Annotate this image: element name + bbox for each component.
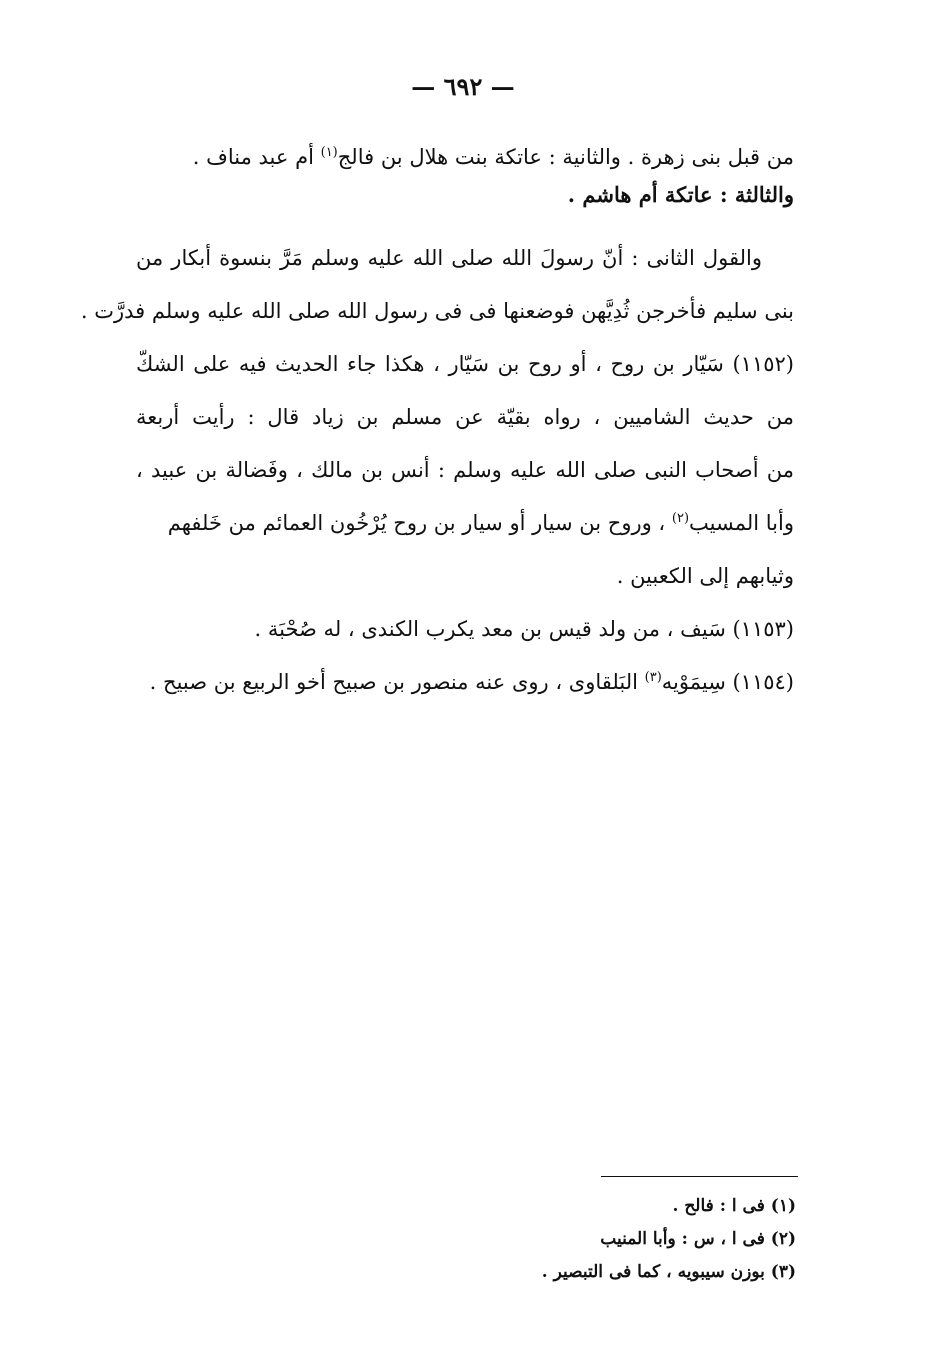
text-line-1-part-b: أم عبد مناف .	[192, 145, 314, 169]
entry-1152-line-4-part-a: وأبا المسيب	[689, 511, 794, 535]
entry-1154-part-b: البَلقاوى ، روى عنه منصور بن صبيح أخو الربيع بن صبيح .	[149, 670, 638, 694]
paragraph-gap	[136, 214, 794, 232]
entry-1152-line-5: وثيابهم إلى الكعبين .	[616, 564, 794, 588]
footnote-ref-1: (١)	[320, 145, 338, 160]
text-line-1-part-a: من قبل بنى زهرة . والثانية : عاتكة بنت هلال بن فالج	[337, 145, 794, 169]
entry-1152-line-3: من أصحاب النبى صلى الله عليه وسلم : أنس بن مالك ، وفَضالة بن عبيد ،	[136, 458, 794, 482]
text-line-2: والثالثة : عاتكة أم هاشم .	[567, 182, 794, 207]
page-number: — ٦٩٢ —	[411, 72, 515, 101]
footnote-1: (١) فى ا : فالح .	[672, 1196, 796, 1216]
entry-1152-line-1: (١١٥٢) سَيّار بن روح ، أو روح بن سَيّار ، هكذا جاء الحديث فيه على الشكّ	[136, 352, 794, 376]
main-text	[80, 138, 794, 709]
footnote-divider	[601, 1176, 798, 1177]
text-line-4: بنى سليم فأخرجن ثُدِيَّهن فوضعنها فى فى رسول الله صلى الله عليه وسلم فدرَّت .	[80, 299, 794, 323]
entry-1152-line-4	[136, 497, 794, 550]
text-line-3: والقول الثانى : أنّ رسولَ الله صلى الله عليه وسلم مَرَّ بنسوة أبكار من	[136, 246, 762, 270]
footnote-2: (٢) فى ا ، س : وأبا المنيب	[600, 1229, 796, 1249]
entry-1152-line-4-part-b: ، وروح بن سيار أو سيار بن روح يُرْخُون العمائم من خَلفهم	[167, 511, 666, 535]
entry-1153: (١١٥٣) سَيف ، من ولد قيس بن معد يكرب الكندى ، له صُحْبَة .	[254, 617, 794, 641]
footnote-ref-2: (٢)	[671, 511, 690, 526]
footnote-3: (٣) بوزن سيبويه ، كما فى التبصير .	[541, 1262, 796, 1282]
entry-1152-line-2: من حديث الشاميين ، رواه بقيّة عن مسلم بن زياد قال : رأيت أربعة	[136, 405, 794, 429]
footnote-ref-3: (٣)	[644, 670, 662, 685]
entry-1154-part-a: (١١٥٤) سِيمَوْيه	[661, 670, 794, 694]
entry-1154	[136, 656, 794, 709]
text-line-1	[136, 138, 794, 176]
footnotes	[376, 1190, 796, 1289]
